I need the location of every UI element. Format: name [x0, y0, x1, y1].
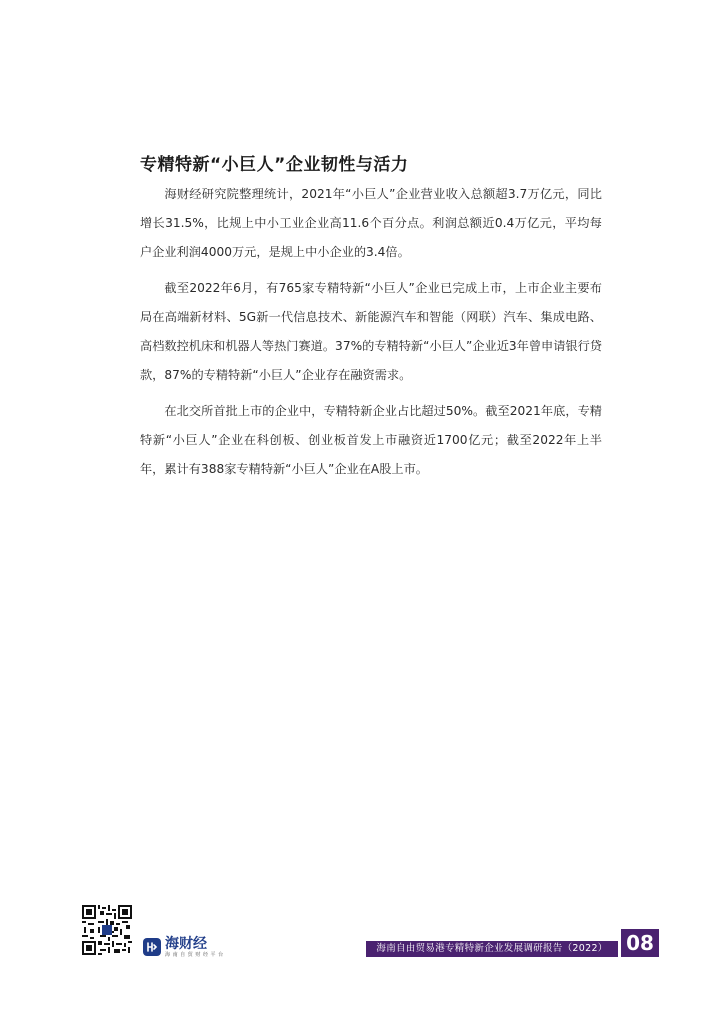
section-title: 专精特新“小巨人”企业韧性与活力 [140, 155, 409, 175]
paragraph-3: 在北交所首批上市的企业中，专精特新企业占比超过50%。截至2021年底，专精特新“小巨人”企业在科创板、创业板首发上市融资近1700亿元；截至2022年上半年，累计有388家专精特新“小巨人”企业在A股上市。 [140, 404, 602, 476]
haicaijing-logo [143, 935, 224, 959]
report-title-bar: 海南自由贸易港专精特新企业发展调研报告（2022） [366, 941, 618, 957]
logo-name: 海财经 [165, 935, 207, 952]
paragraph-2: 截至2022年6月，有765家专精特新“小巨人”企业已完成上市，上市企业主要布局在高端新材料、5G新一代信息技术、新能源汽车和智能（网联）汽车、集成电路、高档数控机床和机器人等热门赛道。37%的专精特新“小巨人”企业近3年曾申请银行贷款，87%的专精特新“小巨人”企业存在融资需求。 [140, 281, 602, 382]
page-number: 08 [621, 929, 659, 957]
qr-code-icon [82, 905, 132, 955]
paragraph-1: 海财经研究院整理统计，2021年“小巨人”企业营业收入总额超3.7万亿元，同比增长31.5%，比规上中小工业企业高11.6个百分点。利润总额近0.4万亿元，平均每户企业利润4000万元，是规上中小企业的3.4倍。 [140, 187, 602, 259]
logo-mark-icon [143, 938, 161, 956]
page-footer [0, 895, 720, 975]
body-text [140, 180, 602, 491]
logo-slogan: 海 南 自 贸 财 经 平 台 [165, 951, 224, 958]
